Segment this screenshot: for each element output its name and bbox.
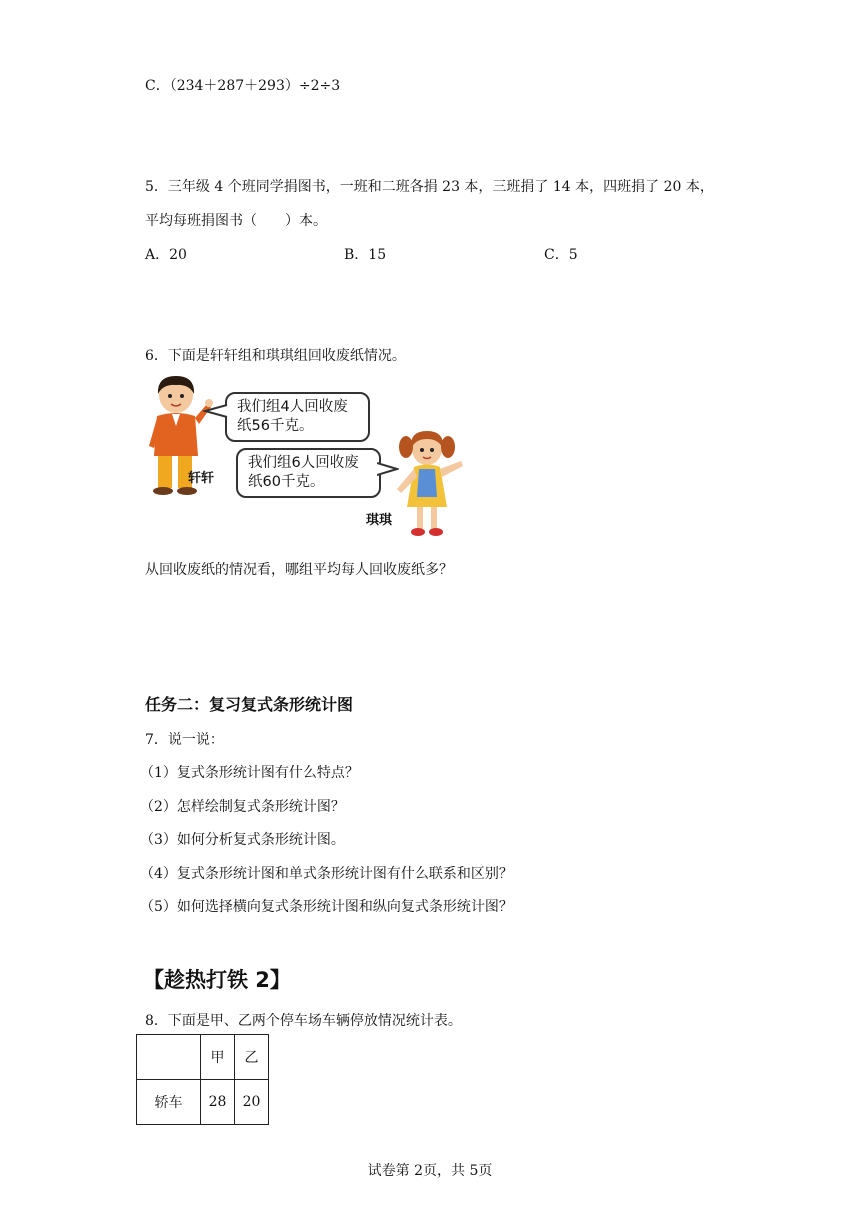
girl-name-label: 琪琪 xyxy=(366,513,393,528)
q7-item-3: （3）如何分析复式条形统计图。 xyxy=(140,832,345,848)
table-row xyxy=(137,1080,269,1125)
q7-item-5: （5）如何选择横向复式条形统计图和纵向复式条形统计图？ xyxy=(140,899,513,915)
boy-name-label: 轩轩 xyxy=(188,471,215,486)
table-cell: 28 xyxy=(201,1080,235,1125)
q4-option-c: C．（234＋287＋293）÷2÷3 xyxy=(145,78,341,94)
q8-stem: 8．下面是甲、乙两个停车场车辆停放情况统计表。 xyxy=(145,1013,462,1029)
table-row-label: 轿车 xyxy=(137,1080,201,1125)
task2-title: 任务二：复习复式条形统计图 xyxy=(145,695,354,714)
table-header-cell: 甲 xyxy=(201,1035,235,1080)
q5-option-c: C．5 xyxy=(544,247,578,263)
boy-speech-bubble xyxy=(225,392,380,442)
girl-illustration xyxy=(387,427,472,542)
parking-stats-table xyxy=(136,1034,269,1125)
q6-stem: 6．下面是轩轩组和琪琪组回收废纸情况。 xyxy=(145,348,406,364)
q6-question: 从回收废纸的情况看，哪组平均每人回收废纸多？ xyxy=(145,562,453,578)
bubble-tail-icon xyxy=(203,404,229,418)
page-footer: 试卷第 2页，共 5页 xyxy=(367,1163,493,1179)
q5-stem-line2: 平均每班捐图书（ ）本。 xyxy=(145,213,327,229)
bubble-tail-icon xyxy=(377,462,399,476)
q5-stem-line1: 5．三年级 4 个班同学捐图书，一班和二班各捐 23 本，三班捐了 14 本，四班捐了 20 本， xyxy=(145,179,714,195)
boy-bubble-line2: 纸56千克。 xyxy=(237,418,314,434)
q7-item-4: （4）复式条形统计图和单式条形统计图有什么联系和区别？ xyxy=(140,866,513,882)
practice-title: 【趁热打铁 2】 xyxy=(143,968,291,992)
girl-bubble-line2: 纸60千克。 xyxy=(248,474,325,490)
boy-bubble-line1: 我们组4人回收废 xyxy=(237,399,348,415)
girl-speech-bubble xyxy=(236,448,381,498)
q6-illustration xyxy=(140,372,480,542)
q7-item-2: （2）怎样绘制复式条形统计图？ xyxy=(140,799,345,815)
table-cell: 20 xyxy=(235,1080,269,1125)
q7-item-1: （1）复式条形统计图有什么特点？ xyxy=(140,765,359,781)
q5-option-b: B．15 xyxy=(344,247,387,263)
girl-bubble-line1: 我们组6人回收废 xyxy=(248,455,359,471)
table-header-cell xyxy=(137,1035,201,1080)
q5-option-a: A．20 xyxy=(145,247,187,263)
q7-stem: 7．说一说： xyxy=(145,732,224,748)
table-header-row xyxy=(137,1035,269,1080)
table-header-cell: 乙 xyxy=(235,1035,269,1080)
